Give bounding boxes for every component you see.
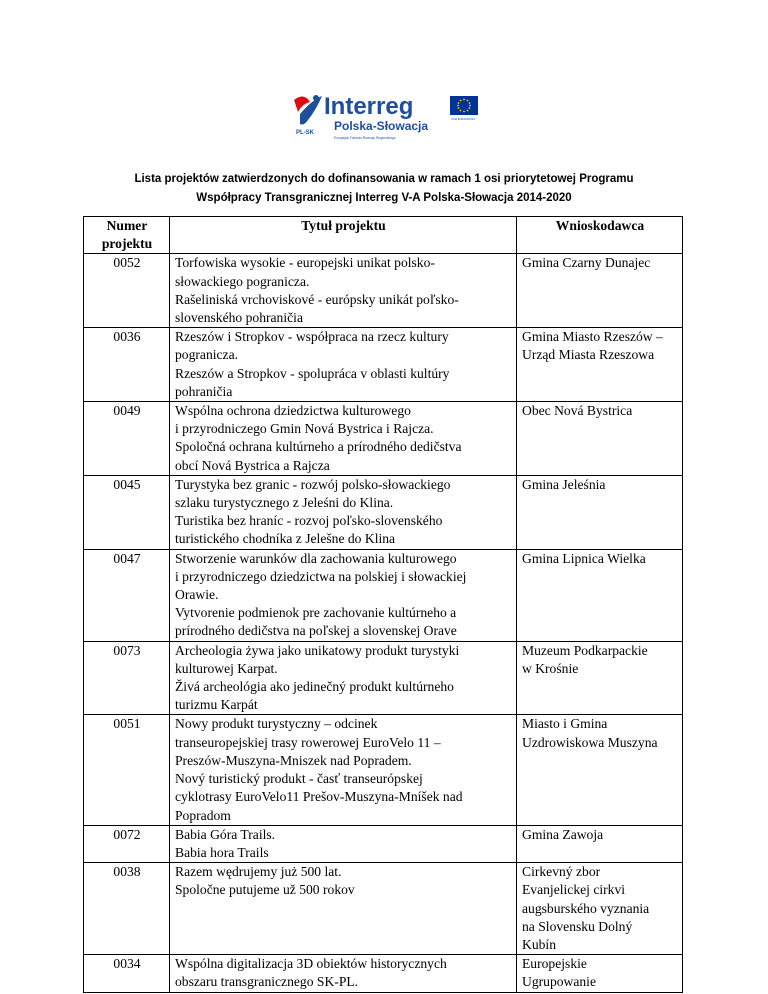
project-applicant [517, 825, 683, 862]
project-title [170, 863, 517, 955]
header-title: Tytuł projektu [170, 217, 517, 254]
heading-line-1: Lista projektów zatwierdzonych do dofinansowania w ramach 1 osi priorytetowej Programu [134, 173, 634, 185]
project-title-line: Preszów-Muszyna-Mniszek nad Popradem. [175, 752, 412, 768]
project-number: 0072 [84, 825, 170, 862]
project-title-line: i przyrodniczego dziedzictwa na polskiej i słowackiej [175, 568, 467, 584]
project-number: 0047 [84, 549, 170, 641]
project-title-line: transeuropejskiej trasy rowerowej EuroVelo 11 – [175, 734, 441, 750]
project-title-line: szlaku turystycznego z Jeleśni do Klina. [175, 495, 394, 511]
project-applicant-line: Gmina Zawoja [522, 826, 604, 842]
table-header-row [84, 217, 683, 254]
project-title [170, 549, 517, 641]
project-applicant [517, 254, 683, 328]
project-title-line: Spoločne putujeme už 500 rokov [175, 882, 355, 898]
project-title-line: Stworzenie warunków dla zachowania kulturowego [175, 550, 457, 566]
project-title-line: pogranicza. [175, 347, 239, 363]
project-number: 0051 [84, 715, 170, 825]
project-applicant-line: w Krośnie [522, 660, 579, 676]
project-applicant-line: Muzeum Podkarpackie [522, 642, 648, 658]
project-title-line: Babia hora Trails [175, 844, 269, 860]
project-title [170, 402, 517, 476]
project-title-line: Rzeszów a Stropkov - spolupráca v oblasti kultúry [175, 365, 450, 381]
project-applicant-line: Europejskie [522, 956, 587, 972]
table-row [84, 549, 683, 641]
project-applicant-line: Ugrupowanie [522, 974, 596, 990]
project-applicant-line: Gmina Miasto Rzeszów – [522, 329, 663, 345]
project-title-line: Rzeszów i Stropkov - współpraca na rzecz kultury [175, 329, 449, 345]
logo-brand: Interreg [324, 93, 414, 120]
project-number: 0034 [84, 955, 170, 992]
project-title-line: turizmu Karpát [175, 697, 258, 713]
project-title-line: Nový turistický produkt - časť transeurópskej [175, 771, 423, 787]
eu-caption: UNIA EUROPEJSKA [451, 118, 476, 121]
project-number: 0073 [84, 641, 170, 715]
project-title [170, 475, 517, 549]
project-title-line: Nowy produkt turystyczny – odcinek [175, 716, 378, 732]
project-title-line: Wspólna digitalizacja 3D obiektów historycznych [175, 956, 447, 972]
project-title-line: i przyrodniczego Gmin Nová Bystrica i Rajcza. [175, 421, 434, 437]
project-title-line: Torfowiska wysokie - europejski unikat polsko- [175, 255, 435, 271]
table-body [84, 254, 683, 992]
project-title-line: Rašeliniská vrchoviskové - európsky unikát poľsko- [175, 291, 459, 307]
table-row [84, 641, 683, 715]
project-title [170, 254, 517, 328]
header-number: Numer projektu [84, 217, 170, 254]
project-applicant-line: Miasto i Gmina [522, 716, 608, 732]
table-row [84, 715, 683, 825]
project-title-line: Razem wędrujemy już 500 lat. [175, 864, 342, 880]
table-row [84, 402, 683, 476]
project-title-line: Popradom [175, 807, 231, 823]
project-applicant [517, 863, 683, 955]
table-row [84, 328, 683, 402]
project-applicant [517, 549, 683, 641]
project-applicant-line: Evanjelickej cirkvi [522, 882, 626, 898]
project-title [170, 715, 517, 825]
project-title-line: obcí Nová Bystrica a Rajcza [175, 457, 330, 473]
project-title-line: pohraničia [175, 383, 233, 399]
project-title-line: Babia Góra Trails. [175, 826, 276, 842]
interreg-logo [286, 90, 486, 150]
project-title-line: slovenského pohraničia [175, 310, 303, 326]
project-title-line: Vytvorenie podmienok pre zachovanie kultúrneho a [175, 605, 457, 621]
project-number: 0036 [84, 328, 170, 402]
project-title-line: słowackiego pogranicza. [175, 273, 310, 289]
project-applicant-line: Cirkevný zbor [522, 864, 601, 880]
project-applicant-line: Gmina Czarny Dunajec [522, 255, 651, 271]
project-applicant-line: na Slovensku Dolný [522, 918, 633, 934]
project-number: 0052 [84, 254, 170, 328]
project-applicant [517, 641, 683, 715]
project-applicant-line: Gmina Lipnica Wielka [522, 550, 646, 566]
table-row [84, 863, 683, 955]
project-applicant [517, 955, 683, 992]
project-title-line: prírodného dedičstva na poľskej a slovenskej Orave [175, 623, 457, 639]
table-row [84, 475, 683, 549]
logo-program: Polska-Słowacja [334, 119, 429, 133]
project-applicant-line: Obec Nová Bystrica [522, 403, 633, 419]
project-number: 0038 [84, 863, 170, 955]
project-number: 0049 [84, 402, 170, 476]
project-title-line: Turistika bez hraníc - rozvoj poľsko-slovenského [175, 513, 443, 529]
table-row [84, 825, 683, 862]
project-title-line: cyklotrasy EuroVelo11 Prešov-Muszyna-Mníšek nad [175, 789, 463, 805]
eu-flag [450, 96, 478, 115]
project-number: 0045 [84, 475, 170, 549]
project-title [170, 955, 517, 992]
document-heading [0, 170, 768, 208]
project-applicant-line: Gmina Jeleśnia [522, 476, 606, 492]
project-title [170, 328, 517, 402]
table-row [84, 955, 683, 992]
project-applicant [517, 328, 683, 402]
project-title-line: Živá archeológia ako jedinečný produkt kultúrneho [175, 679, 454, 695]
logo-figure-head [313, 95, 319, 101]
project-title-line: Archeologia żywa jako unikatowy produkt turystyki [175, 642, 460, 658]
projects-table [83, 216, 683, 993]
project-title-line: turistického chodníka z Jelešne do Klina [175, 531, 396, 547]
heading-line-2: Współpracy Transgranicznej Interreg V-A Polska-Słowacja 2014-2020 [196, 192, 572, 204]
logo-badge: PL-SK [296, 130, 314, 136]
project-title-line: Wspólna ochrona dziedzictwa kulturowego [175, 403, 411, 419]
project-title-line: Turystyka bez granic - rozwój polsko-słowackiego [175, 476, 451, 492]
project-title [170, 641, 517, 715]
project-applicant-line: Uzdrowiskowa Muszyna [522, 734, 658, 750]
project-applicant [517, 715, 683, 825]
project-title-line: obszaru transgranicznego SK-PL. [175, 974, 359, 990]
project-title-line: Spoločná ochrana kultúrneho a prírodného dedičstva [175, 439, 462, 455]
project-title-line: kulturowej Karpat. [175, 660, 278, 676]
interreg-logo-graphic [286, 90, 486, 150]
project-applicant [517, 402, 683, 476]
project-applicant [517, 475, 683, 549]
project-applicant-line: augsburského vyznania [522, 900, 650, 916]
project-applicant-line: Kubín [522, 936, 556, 952]
project-applicant-line: Urząd Miasta Rzeszowa [522, 347, 655, 363]
header-applicant: Wnioskodawca [517, 217, 683, 254]
project-title [170, 825, 517, 862]
logo-tagline: Europejski Fundusz Rozwoju Regionalnego [334, 136, 396, 140]
table-row [84, 254, 683, 328]
project-title-line: Orawie. [175, 587, 219, 603]
